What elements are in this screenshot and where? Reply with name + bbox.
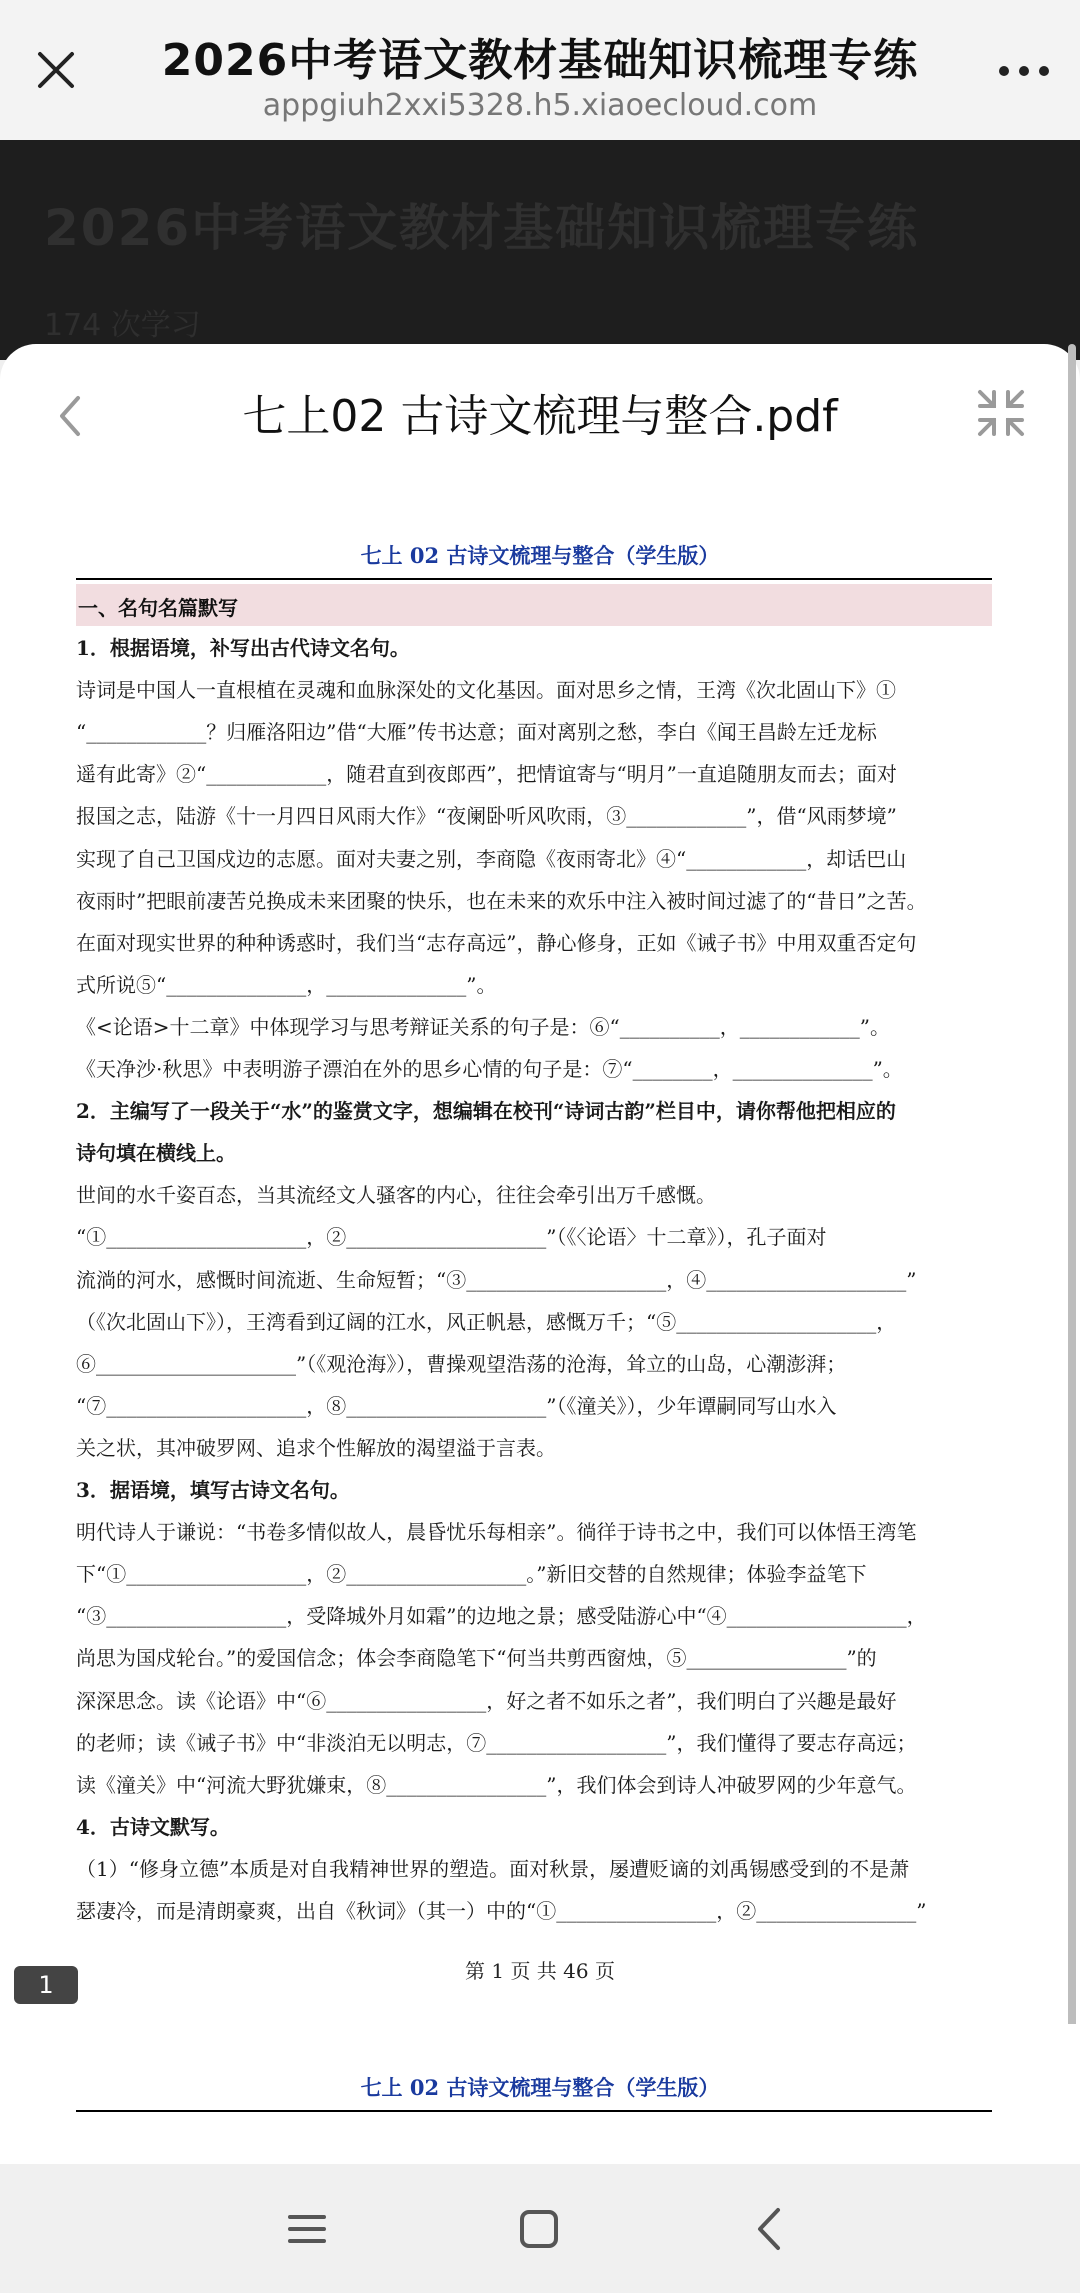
browser-top-bar — [0, 0, 1080, 140]
next-page-title-divider — [76, 2110, 992, 2112]
scrollbar[interactable] — [1068, 344, 1076, 2034]
pdf-text-line: 1．根据语境，补写出古代诗文名句。 — [76, 636, 410, 660]
pdf-text-line: 报国之志，陆游《十一月四日风雨大作》“夜阑卧听风吹雨，③____________”，借“风雨梦境” — [76, 804, 897, 829]
pdf-text-line: 4．古诗文默写。 — [76, 1814, 230, 1839]
pdf-text-line: 读《潼关》中“河流大野犹嫌束，⑧________________”，我们体会到诗人冲破罗网的少年意气。 — [76, 1772, 917, 1797]
pdf-text-line: 诗句填在横线上。 — [76, 1141, 236, 1166]
pdf-text-line: 下“①__________________，②__________________。”新旧交替的自然规律；体验李益笔下 — [76, 1562, 867, 1587]
close-icon[interactable] — [28, 42, 84, 98]
background-study-count: 174 次学习 — [44, 308, 201, 343]
pdf-text-line: “①____________________，②____________________”（《〈论语〉十二章》），孔子面对 — [76, 1225, 827, 1250]
page-footer: 第 1 页 共 46 页 — [465, 1959, 615, 1983]
browser-url: appgiuh2xxi5328.h5.xiaoecloud.com — [262, 88, 818, 123]
next-page-document-title: 七上 02 古诗文梳理与整合（学生版） — [360, 2075, 720, 2100]
browser-title: 2026中考语文教材基础知识梳理专练 — [161, 35, 919, 86]
pdf-text-line: （1）“修身立德”本质是对自我精神世界的塑造。面对秋景，屡遭贬谪的刘禹锡感受到的不是萧 — [76, 1856, 910, 1881]
pdf-text-line: 遥有此寄》②“____________，随君直到夜郎西”，把情谊寄与“明月”一直追随朋友而去；面对 — [76, 762, 897, 787]
pdf-text-line: “____________？归雁洛阳边”借“大雁”传书达意；面对离别之愁，李白《闻王昌龄左迁龙标 — [76, 720, 877, 745]
pdf-text-line: 2．主编写了一段关于“水”的鉴赏文字，想编辑在校刊“诗词古韵”栏目中，请你帮他把相应的 — [76, 1099, 896, 1124]
section-heading-band — [76, 584, 992, 626]
system-navigation-bar — [0, 2164, 1080, 2293]
pdf-text-line: 式所说⑤“______________，______________”。 — [76, 972, 497, 997]
pdf-text-line: ⑥____________________”（《观沧海》），曹操观望浩荡的沧海，耸立的山岛，心潮澎湃； — [76, 1351, 847, 1376]
pdf-text-line: 尚思为国戍轮台。”的爱国信念；体会李商隐笔下“何当共剪西窗烛，⑤________________”的 — [76, 1646, 877, 1671]
pdf-text-line: 实现了自己卫国戍边的志愿。面对夫妻之别，李商隐《夜雨寄北》④“____________，却话巴山 — [76, 846, 907, 871]
pdf-text-line: “③__________________，受降城外月如霜”的边地之景；感受陆游心中“④__________________， — [76, 1604, 927, 1629]
background-page — [0, 140, 1080, 360]
pdf-text-line: 诗词是中国人一直根植在灵魂和血脉深处的文化基因。面对思乡之情，王湾《次北固山下》① — [76, 678, 896, 703]
pdf-text-line: （《次北固山下》），王湾看到辽阔的江水，风正帆悬，感慨万千；“⑤____________________， — [76, 1309, 897, 1334]
pdf-text-line: 在面对现实世界的种种诱惑时，我们当“志存高远”，静心修身，正如《诫子书》中用双重否定句 — [76, 930, 917, 955]
more-options-icon[interactable] — [994, 46, 1054, 96]
pdf-text-line: “⑦____________________，⑧____________________”（《潼关》），少年谭嗣同写山水入 — [76, 1393, 837, 1418]
system-back-icon[interactable] — [746, 2204, 796, 2254]
pdf-text-line: 明代诗人于谦说：“书卷多情似故人，晨昏忧乐每相亲”。徜徉于诗书之中，我们可以体悟王湾笔 — [76, 1520, 917, 1545]
pdf-text-line: 的老师；读《诫子书》中“非淡泊无以明志，⑦__________________”，我们懂得了要志存高远； — [76, 1730, 917, 1755]
title-divider — [76, 578, 992, 580]
pdf-text-line: 瑟凄冷，而是清朗豪爽，出自《秋词》（其一）中的“①________________，②________________” — [76, 1899, 927, 1923]
exit-fullscreen-icon[interactable] — [976, 388, 1026, 438]
pdf-text-line: 流淌的河水，感慨时间流逝、生命短暂；“③____________________，④____________________” — [76, 1267, 917, 1292]
viewer-file-title: 七上02 古诗文梳理与整合.pdf — [242, 391, 838, 442]
pdf-text-line: 关之状，其冲破罗网、追求个性解放的渴望溢于言表。 — [76, 1435, 556, 1460]
section-heading: 一、名句名篇默写 — [78, 596, 238, 620]
pdf-text-line: 《天净沙·秋思》中表明游子漂泊在外的思乡心情的句子是：⑦“________，______________”。 — [76, 1057, 903, 1081]
pdf-text-line: 深深思念。读《论语》中“⑥________________，好之者不如乐之者”，我们明白了兴趣是最好 — [76, 1688, 897, 1713]
pdf-text-line: 世间的水千姿百态，当其流经文人骚客的内心，往往会牵引出万千感慨。 — [76, 1183, 716, 1208]
home-icon[interactable] — [514, 2204, 564, 2254]
pdf-text-line: 《<论语>十二章》中体现学习与思考辩证关系的句子是：⑥“__________，____________”。 — [76, 1014, 890, 1039]
pdf-text-line: 夜雨时”把眼前凄苦兑换成未来团聚的快乐，也在未来的欢乐中注入被时间过滤了的“昔日”之苦。 — [76, 888, 927, 913]
pdf-text-line: 3．据语境，填写古诗文名句。 — [76, 1478, 350, 1502]
background-page-title: 2026中考语文教材基础知识梳理专练 — [44, 199, 920, 257]
pdf-document-title: 七上 02 古诗文梳理与整合（学生版） — [360, 543, 720, 568]
page-number-badge: 1 — [14, 1966, 78, 2004]
back-chevron-icon[interactable] — [48, 388, 92, 444]
recent-apps-icon[interactable] — [282, 2204, 332, 2254]
